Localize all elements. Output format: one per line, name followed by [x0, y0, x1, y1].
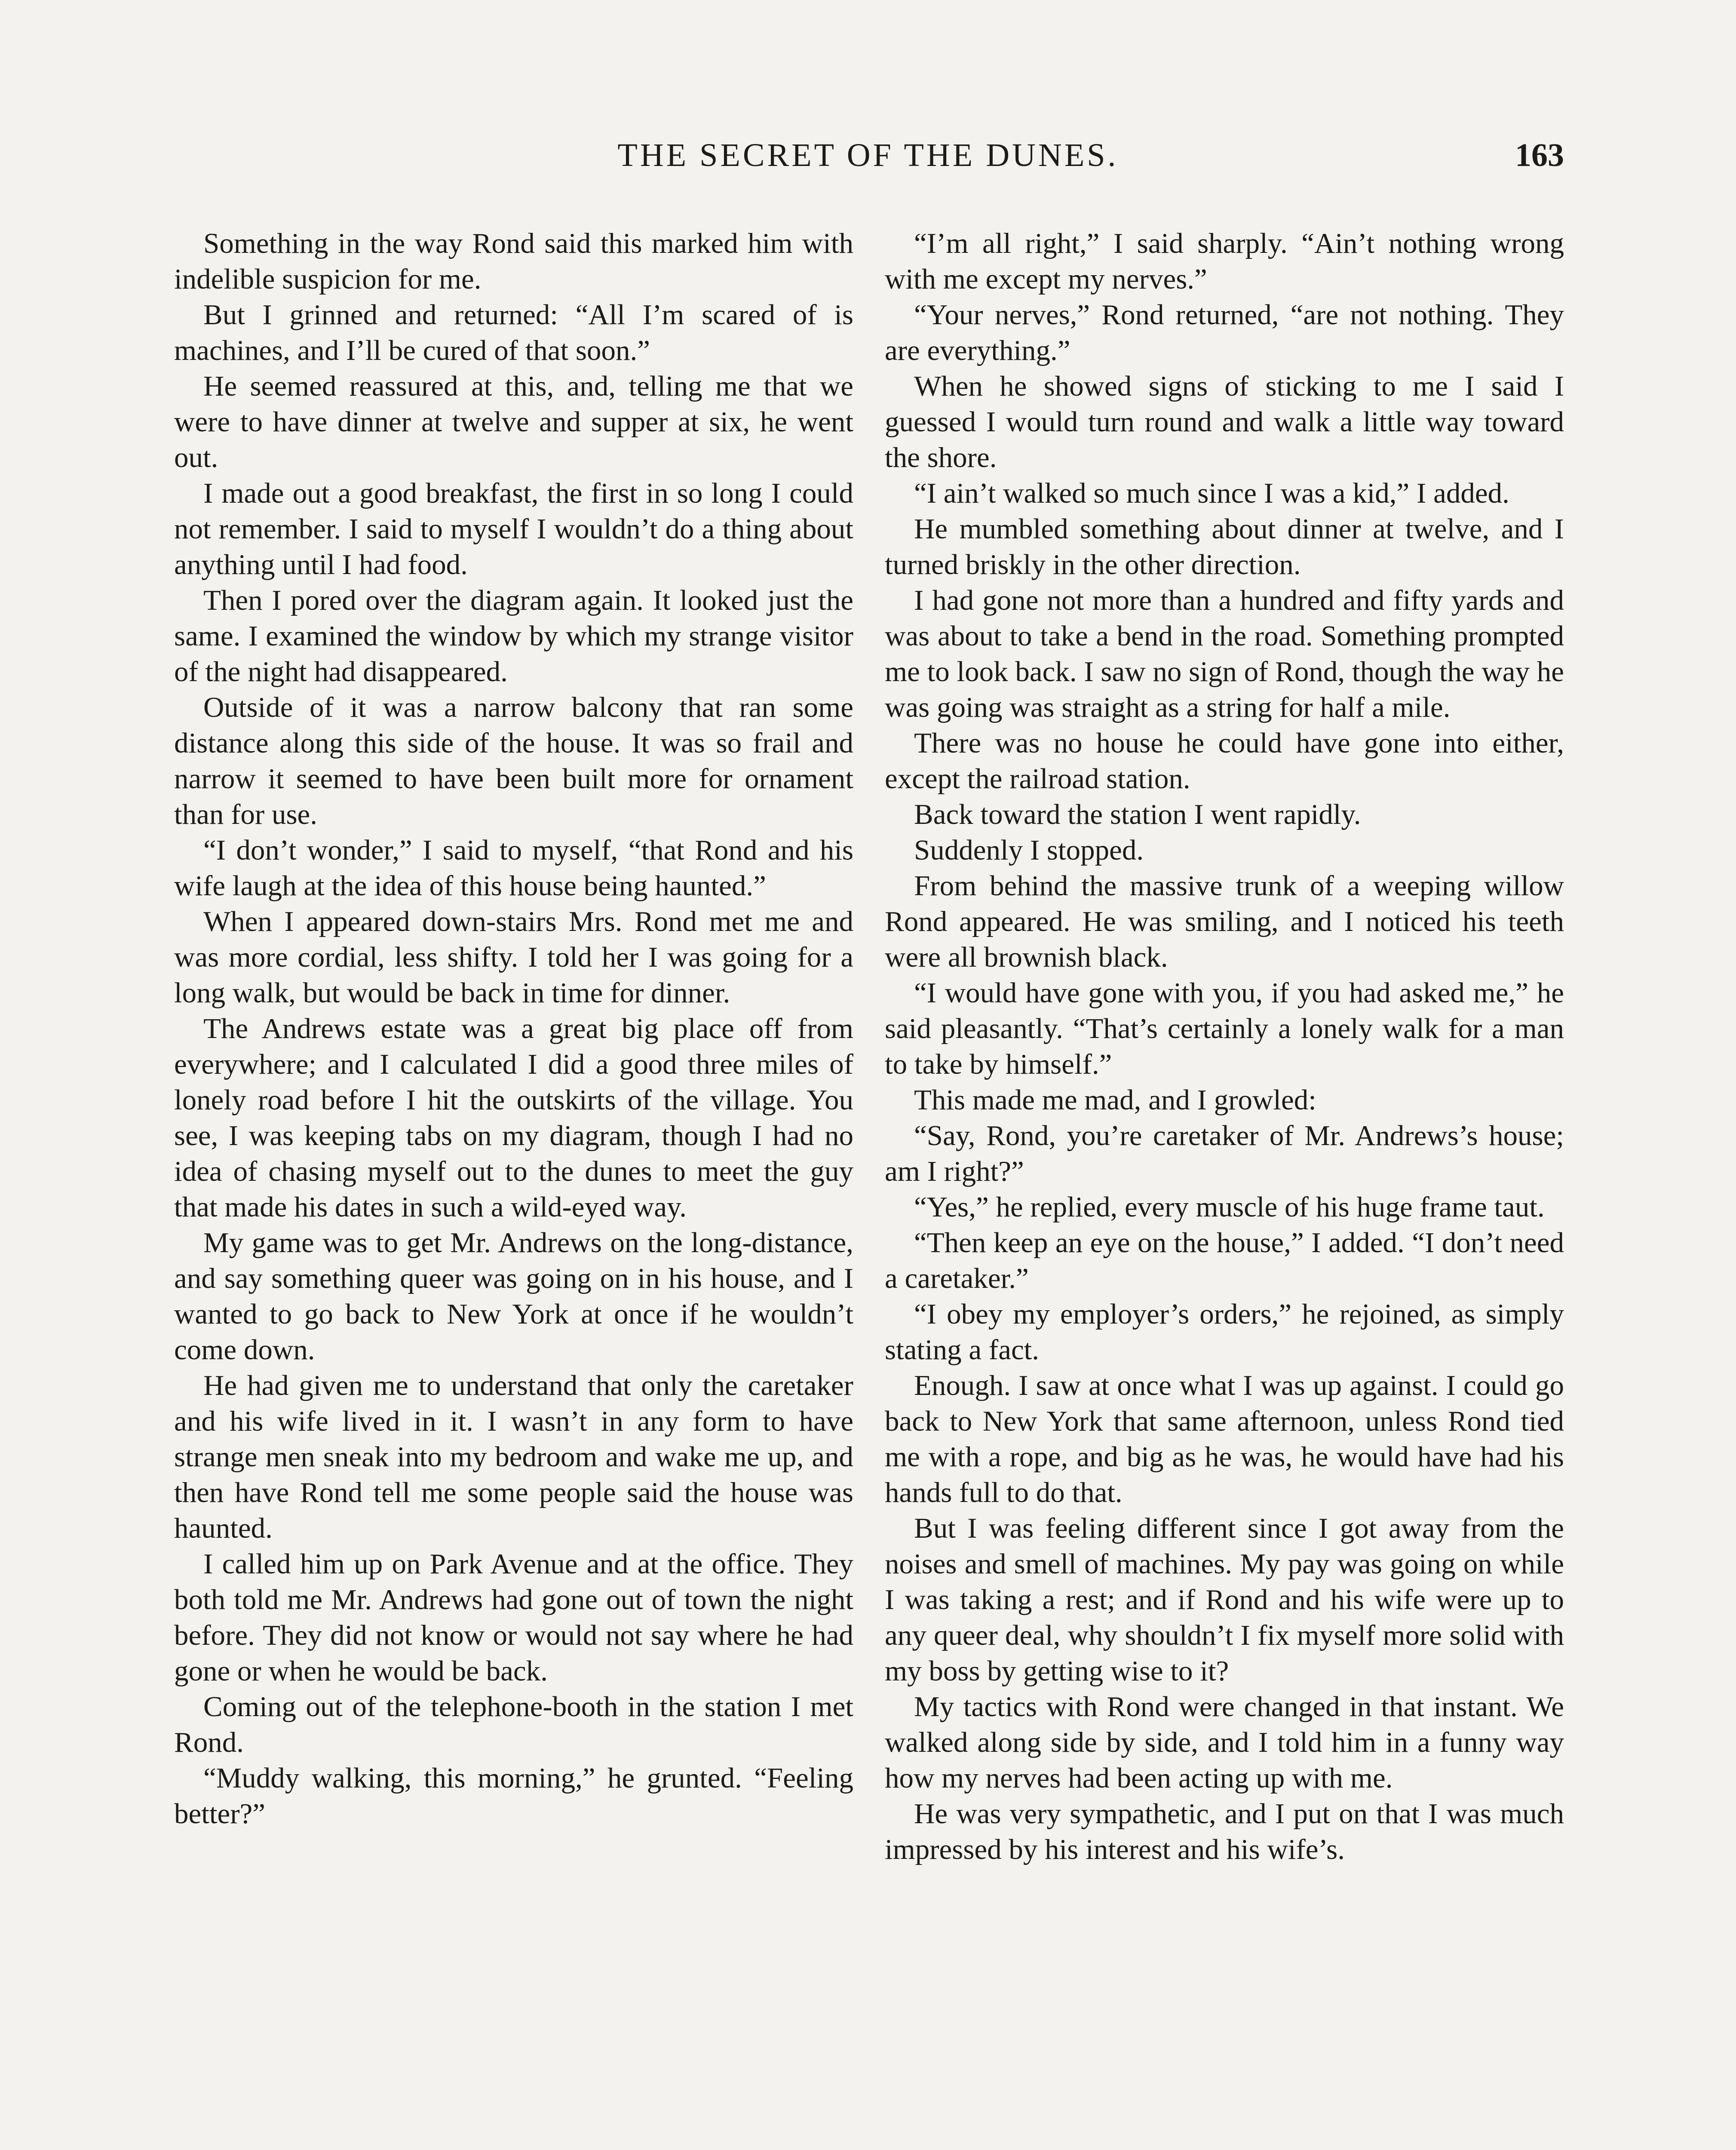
paragraph: Something in the way Rond said this marked him with indelible suspicion for me.: [174, 227, 853, 295]
paragraph: “Yes,” he replied, every muscle of his huge frame taut.: [914, 1191, 1545, 1223]
paragraph: There was no house he could have gone into either, except the railroad station.: [885, 727, 1564, 795]
page-header: [172, 137, 1564, 188]
paragraph: “Say, Rond, you’re caretaker of Mr. Andrews’s house; am I right?”: [885, 1120, 1564, 1187]
paragraph: “I obey my employer’s orders,” he rejoined, as simply stating a fact.: [885, 1298, 1564, 1366]
paragraph: This made me mad, and I growled:: [914, 1084, 1316, 1116]
paragraph: Suddenly I stopped.: [914, 834, 1144, 866]
page-number: 163: [1515, 137, 1564, 173]
paragraph: “Your nerves,” Rond returned, “are not nothing. They are everything.”: [885, 299, 1564, 366]
paragraph: I called him up on Park Avenue and at the office. They both told me Mr. Andrews had gone out of town the night before. They did not know or would not say where he had gone or when he would be back.: [174, 1548, 853, 1687]
paragraph: He mumbled something about dinner at twelve, and I turned briskly in the other direction.: [885, 513, 1564, 580]
paragraph: He was very sympathetic, and I put on that I was much impressed by his interest and his wife’s.: [885, 1798, 1564, 1865]
paragraph: “Muddy walking, this morning,” he grunted. “Feeling better?”: [174, 1762, 853, 1830]
paragraph: “I ain’t walked so much since I was a kid,” I added.: [914, 477, 1509, 509]
paragraph: From behind the massive trunk of a weeping willow Rond appeared. He was smiling, and I noticed his teeth were all brownish black.: [885, 870, 1564, 973]
paragraph: I made out a good breakfast, the first in so long I could not remember. I said to myself I wouldn’t do a thing about anything until I had food.: [174, 477, 853, 580]
paragraph: I had gone not more than a hundred and fifty yards and was about to take a bend in the road. Something prompted me to look back. I saw no sign of Rond, though the way he was going was straight as a string for half a mile.: [885, 584, 1564, 723]
paragraph: Then I pored over the diagram again. It looked just the same. I examined the window by which my strange visitor of the night had disappeared.: [174, 584, 853, 688]
paragraph: My game was to get Mr. Andrews on the long-distance, and say something queer was going on in his house, and I wanted to go back to New York at once if he wouldn’t come down.: [174, 1227, 853, 1366]
paragraph: “I don’t wonder,” I said to myself, “that Rond and his wife laugh at the idea of this house being haunted.”: [174, 834, 853, 902]
paragraph: “I would have gone with you, if you had asked me,” he said pleasantly. “That’s certainly a lonely walk for a man to take by himself.”: [885, 977, 1564, 1080]
paragraph: But I grinned and returned: “All I’m scared of is machines, and I’ll be cured of that soon.”: [174, 299, 853, 366]
paragraph: He had given me to understand that only the caretaker and his wife lived in it. I wasn’t in any form to have strange men sneak into my bedroom and wake me up, and then have Rond tell me some people said the house was haunted.: [174, 1370, 853, 1544]
paragraph: When he showed signs of sticking to me I said I guessed I would turn round and walk a little way toward the shore.: [885, 370, 1564, 473]
paragraph: Outside of it was a narrow balcony that ran some distance along this side of the house. It was so frail and narrow it seemed to have been built more for ornament than for use.: [174, 691, 853, 830]
left-column: [174, 226, 853, 1832]
right-column: [885, 226, 1564, 1867]
paragraph: Enough. I saw at once what I was up against. I could go back to New York that same afternoon, unless Rond tied me with a rope, and big as he was, he would have had his hands full to do that.: [885, 1370, 1564, 1508]
paragraph: “Then keep an eye on the house,” I added. “I don’t need a caretaker.”: [885, 1227, 1564, 1294]
paragraph: Coming out of the telephone-booth in the station I met Rond.: [174, 1691, 853, 1758]
paragraph: The Andrews estate was a great big place off from everywhere; and I calculated I did a good three miles of lonely road before I hit the outskirts of the village. You see, I was keeping tabs on my diagram, though I had no idea of chasing myself out to the dunes to meet the guy that made his dates in such a wild-eyed way.: [174, 1013, 853, 1223]
paragraph: He seemed reassured at this, and, telling me that we were to have dinner at twelve and supper at six, he went out.: [174, 370, 853, 473]
paragraph: Back toward the station I went rapidly.: [914, 799, 1361, 830]
paragraph: “I’m all right,” I said sharply. “Ain’t nothing wrong with me except my nerves.”: [885, 227, 1564, 295]
running-title: THE SECRET OF THE DUNES.: [617, 137, 1119, 173]
paragraph: When I appeared down-stairs Mrs. Rond met me and was more cordial, less shifty. I told her I was going for a long walk, but would be back in time for dinner.: [174, 906, 853, 1009]
paragraph: But I was feeling different since I got away from the noises and smell of machines. My pay was going on while I was taking a rest; and if Rond and his wife were up to any queer deal, why shouldn’t I fix myself more solid with my boss by getting wise to it?: [885, 1512, 1564, 1687]
paragraph: My tactics with Rond were changed in that instant. We walked along side by side, and I told him in a funny way how my nerves had been acting up with me.: [885, 1691, 1564, 1794]
